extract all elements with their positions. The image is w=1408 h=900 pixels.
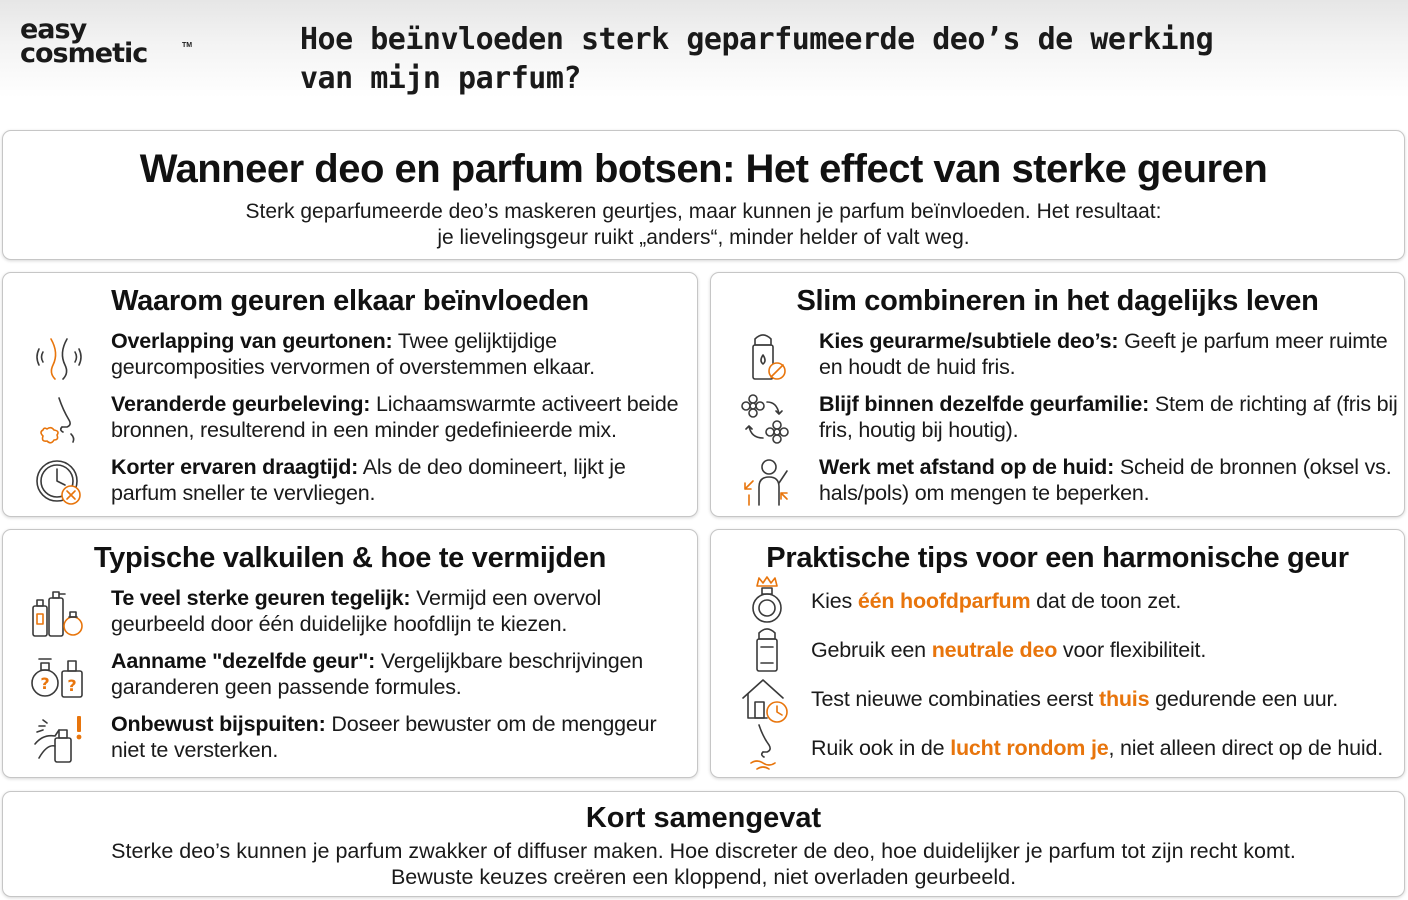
pitfalls-item-same-scent-text	[111, 649, 691, 700]
tips-item-smell-air-before: Ruik ook in de	[811, 736, 951, 760]
logo-trademark: TM	[182, 42, 193, 49]
tips-section-card	[710, 529, 1405, 778]
tips-item-test-home-before: Test nieuwe combinaties eerst	[811, 687, 1099, 711]
tips-item-test-home	[711, 674, 1404, 724]
intro-subtitle	[3, 199, 1404, 251]
smart-section-title: Slim combineren in het dagelijks leven	[796, 285, 1319, 317]
smart-item-distance	[711, 455, 1404, 511]
svg-text:?: ?	[40, 674, 50, 693]
many-bottles-icon	[29, 588, 89, 640]
pitfalls-item-respray-text	[111, 712, 691, 763]
smart-item-subtle-deo-desc: Geeft je parfum meer ruimte en houdt de huid fris.	[819, 329, 1388, 379]
smart-item-subtle-deo	[711, 329, 1404, 385]
why-item-duration	[3, 455, 697, 511]
why-section-title: Waarom geuren elkaar beïnvloeden	[111, 285, 589, 317]
tips-item-neutral-deo-after: voor flexibiliteit.	[1057, 638, 1207, 662]
pitfalls-item-respray	[3, 712, 697, 768]
smart-item-family	[711, 392, 1404, 448]
nose-air-icon	[737, 723, 797, 773]
tips-item-main-perfume	[711, 576, 1404, 626]
smart-item-family-label: Blijf binnen dezelfde geurfamilie:	[819, 392, 1150, 416]
why-item-overlap-desc: Twee gelijktijdige geurcomposities vervormen of overstemmen elkaar.	[111, 329, 595, 379]
pitfalls-item-respray-label: Onbewust bijspuiten:	[111, 712, 326, 736]
tips-item-smell-air-highlight: lucht rondom je	[950, 736, 1109, 760]
summary-text	[3, 838, 1404, 890]
pitfalls-item-respray-desc: Doseer bewuster om de menggeur niet te versterken.	[111, 712, 657, 762]
why-section-card	[2, 272, 698, 517]
smart-item-family-text	[819, 392, 1398, 443]
smart-item-distance-desc: Scheid de bronnen (oksel vs. hals/pols) om mengen te beperken.	[819, 455, 1392, 505]
logo-line-easy: easy	[20, 14, 87, 45]
why-item-overlap	[3, 329, 697, 385]
tips-item-test-home-after: gedurende een uur.	[1149, 687, 1339, 711]
pitfalls-section-card	[2, 529, 698, 778]
page-title: Hoe beïnvloeden sterk geparfumeerde deo’s de werking van mijn parfum?	[300, 22, 1214, 96]
intro-title: Wanneer deo en parfum botsen: Het effect van sterke geuren	[139, 147, 1268, 191]
tips-item-neutral-deo	[711, 625, 1404, 675]
summary-card	[2, 791, 1405, 897]
tips-section-title: Praktische tips voor een harmonische geur	[766, 542, 1349, 574]
why-item-duration-label: Korter ervaren draagtijd:	[111, 455, 359, 479]
pitfalls-section-title: Typische valkuilen & hoe te vermijden	[93, 542, 607, 574]
page-header	[0, 0, 1408, 122]
smart-section-card	[710, 272, 1405, 517]
tips-item-neutral-deo-text	[811, 637, 1400, 663]
why-item-perception-text	[111, 392, 691, 443]
body-distance-icon	[737, 457, 797, 509]
tips-item-main-perfume-before: Kies	[811, 589, 858, 613]
easycosmetic-logo[interactable]	[20, 12, 193, 72]
intro-subtitle-line-2: je lievelingsgeur ruikt „anders“, minder helder of valt weg.	[437, 226, 970, 249]
home-clock-icon	[737, 674, 797, 724]
svg-text:?: ?	[67, 676, 77, 695]
intro-subtitle-line-1: Sterk geparfumeerde deo’s maskeren geurtjes, maar kunnen je parfum beïnvloeden. Het resultaat:	[245, 200, 1162, 223]
deodorant-stick-icon	[737, 625, 797, 675]
summary-line-1: Sterke deo’s kunnen je parfum zwakker of diffuser maken. Hoe discreter de deo, hoe duidelijker je parfum tot zijn recht komt.	[111, 839, 1296, 863]
smart-item-distance-label: Werk met afstand op de huid:	[819, 455, 1115, 479]
pitfalls-item-too-many	[3, 586, 697, 642]
scent-waves-icon	[29, 331, 89, 383]
why-item-duration-text	[111, 455, 691, 506]
spray-warning-icon	[29, 714, 89, 766]
tips-item-neutral-deo-before: Gebruik een	[811, 638, 932, 662]
tips-item-main-perfume-text	[811, 588, 1400, 614]
clock-cancel-icon	[29, 457, 89, 509]
tips-item-main-perfume-after: dat de toon zet.	[1030, 589, 1182, 613]
summary-line-2: Bewuste keuzes creëren een kloppend, niet overladen geurbeeld.	[390, 865, 1017, 889]
tips-item-smell-air-text	[811, 735, 1400, 761]
pitfalls-item-same-scent	[3, 649, 697, 705]
tips-item-test-home-text	[811, 686, 1400, 712]
pitfalls-item-too-many-text	[111, 586, 691, 637]
summary-title: Kort samengevat	[585, 802, 822, 834]
logo-line-cosmetic: cosmetic	[20, 38, 148, 69]
smart-item-distance-text	[819, 455, 1398, 506]
why-item-perception-label: Veranderde geurbeleving:	[111, 392, 371, 416]
question-bottles-icon	[29, 651, 89, 703]
why-item-overlap-text	[111, 329, 691, 380]
tips-item-test-home-highlight: thuis	[1098, 687, 1150, 711]
flower-cycle-icon	[737, 394, 797, 446]
tips-item-main-perfume-highlight: één hoofdparfum	[857, 589, 1031, 613]
nose-smell-icon	[29, 394, 89, 446]
smart-item-subtle-deo-label: Kies geurarme/subtiele deo’s:	[819, 329, 1119, 353]
tips-item-smell-air	[711, 723, 1404, 773]
why-item-overlap-label: Overlapping van geurtonen:	[111, 329, 393, 353]
pitfalls-item-too-many-label: Te veel sterke geuren tegelijk:	[111, 586, 411, 610]
smart-item-family-desc: Stem de richting af (fris bij fris, houtig bij houtig).	[819, 392, 1398, 442]
intro-card	[2, 130, 1405, 260]
tips-item-smell-air-after: , niet alleen direct op de huid.	[1108, 736, 1383, 760]
deodorant-no-scent-icon	[737, 331, 797, 383]
pitfalls-item-same-scent-desc: Vergelijkbare beschrijvingen garanderen geen passende formules.	[111, 649, 643, 699]
crown-perfume-icon	[737, 576, 797, 626]
why-item-perception	[3, 392, 697, 448]
pitfalls-item-too-many-desc: Vermijd een overvol geurbeeld door één duidelijke hoofdlijn te kiezen.	[111, 586, 602, 636]
tips-item-neutral-deo-highlight: neutrale deo	[931, 638, 1058, 662]
why-item-perception-desc: Lichaamswarmte activeert beide bronnen, resulterend in een minder gedefinieerde mix.	[111, 392, 679, 442]
why-item-duration-desc: Als de deo domineert, lijkt je parfum sneller te vervliegen.	[111, 455, 626, 505]
pitfalls-item-same-scent-label: Aanname "dezelfde geur":	[111, 649, 376, 673]
smart-item-subtle-deo-text	[819, 329, 1398, 380]
